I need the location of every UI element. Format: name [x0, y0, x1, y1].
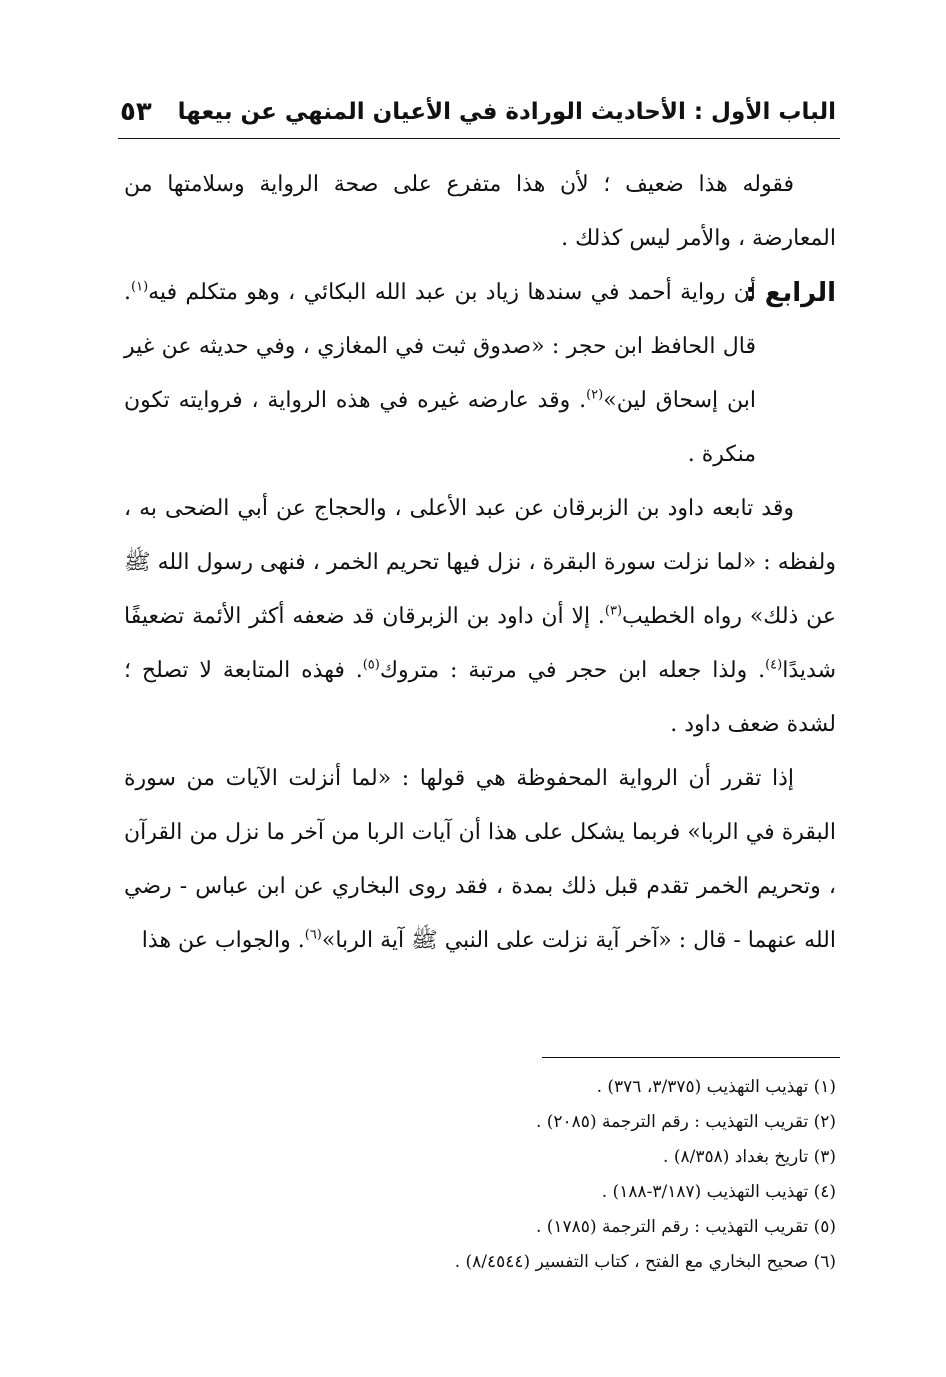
- paragraph-4: [124, 752, 836, 968]
- paragraph-4-text-b: . والجواب عن هذا: [141, 928, 305, 953]
- footnote-ref-2[interactable]: (٢): [586, 387, 604, 403]
- paragraph-3-text-c: . ولذا جعله ابن حجر في مرتبة : متروك: [379, 658, 766, 683]
- paragraph-3-text-d: . فهذه المتابعة لا تصلح ؛ لشدة ضعف داود .: [124, 658, 836, 737]
- main-text: [124, 158, 836, 968]
- chapter-title: الباب الأول : الأحاديث الورادة في الأعيان المنهي عن بيعها: [177, 99, 836, 125]
- paragraph-2-text-c: . وقد عارضه غيره في هذه الرواية ، فروايته تكون منكرة .: [124, 388, 756, 467]
- footnote-item: (١) تهذيب التهذيب (٣/٣٧٥، ٣٧٦) .: [596, 1077, 836, 1097]
- paragraph-3-text-b: . إلا أن داود بن الزبرقان قد ضعفه أكثر الأئمة تضعيفًا شديدًا: [124, 604, 836, 683]
- paragraph-1: [124, 158, 836, 266]
- footnote-ref-6[interactable]: (٦): [304, 927, 322, 943]
- footnotes-list: [300, 1070, 836, 1280]
- paragraph-2-text-b: . قال الحافظ ابن حجر : «صدوق ثبت في المغازي ، وفي حديثه عن غير ابن إسحاق لين»: [124, 280, 756, 413]
- footnote-ref-1[interactable]: (١): [131, 279, 149, 295]
- footnote-ref-3[interactable]: (٣): [604, 603, 623, 619]
- footnote-item: (٢) تقريب التهذيب : رقم الترجمة (٢٠٨٥) .: [535, 1112, 836, 1132]
- paragraph-3-text-a: وقد تابعه داود بن الزبرقان عن عبد الأعلى ، والحجاج عن أبي الضحى به ، ولفظه : «لما نزلت سورة البقرة ، نزل فيها تحريم الخمر ، فنهى رسول الله ﷺ عن ذلك» رواه الخطيب: [124, 496, 837, 629]
- footnote-rule: [542, 1057, 840, 1058]
- footnote-ref-4[interactable]: (٤): [765, 657, 783, 673]
- page-number: ٥٣: [120, 97, 152, 127]
- paragraph-2: [124, 266, 836, 482]
- header-rule: [118, 138, 840, 139]
- paragraph-3: [124, 482, 836, 752]
- footnote-item: (٤) تهذيب التهذيب (٣/١٨٧-١٨٨) .: [601, 1182, 836, 1202]
- footnote-item: (٥) تقريب التهذيب : رقم الترجمة (١٧٨٥) .: [535, 1217, 836, 1237]
- footnote-item: (٦) صحيح البخاري مع الفتح ، كتاب التفسير (٨/٤٥٤٤) .: [454, 1252, 836, 1272]
- paragraph-2-text-a: أن رواية أحمد في سندها زياد بن عبد الله البكائي ، وهو متكلم فيه: [148, 280, 756, 305]
- paragraph-4-text-a: إذا تقرر أن الرواية المحفوظة هي قولها : «لما أنزلت الآيات من سورة البقرة في الربا» فربما يشكل على هذا أن آيات الربا من آخر ما نزل من القرآن ، وتحريم الخمر تقدم قبل ذلك بمدة ، فقد روى البخاري عن ابن عباس - رضي الله عنهما - قال : «آخر آية نزلت على النبي ﷺ آية الربا»: [124, 766, 836, 953]
- point-label-fourth: الرابع :: [745, 278, 836, 308]
- footnote-item: (٣) تاريخ بغداد (٨/٣٥٨) .: [663, 1147, 836, 1167]
- running-head: [120, 92, 836, 132]
- footnote-ref-5[interactable]: (٥): [362, 657, 380, 673]
- paragraph-1-text: فقوله هذا ضعيف ؛ لأن هذا متفرع على صحة الرواية وسلامتها من المعارضة ، والأمر ليس كذلك .: [124, 172, 836, 251]
